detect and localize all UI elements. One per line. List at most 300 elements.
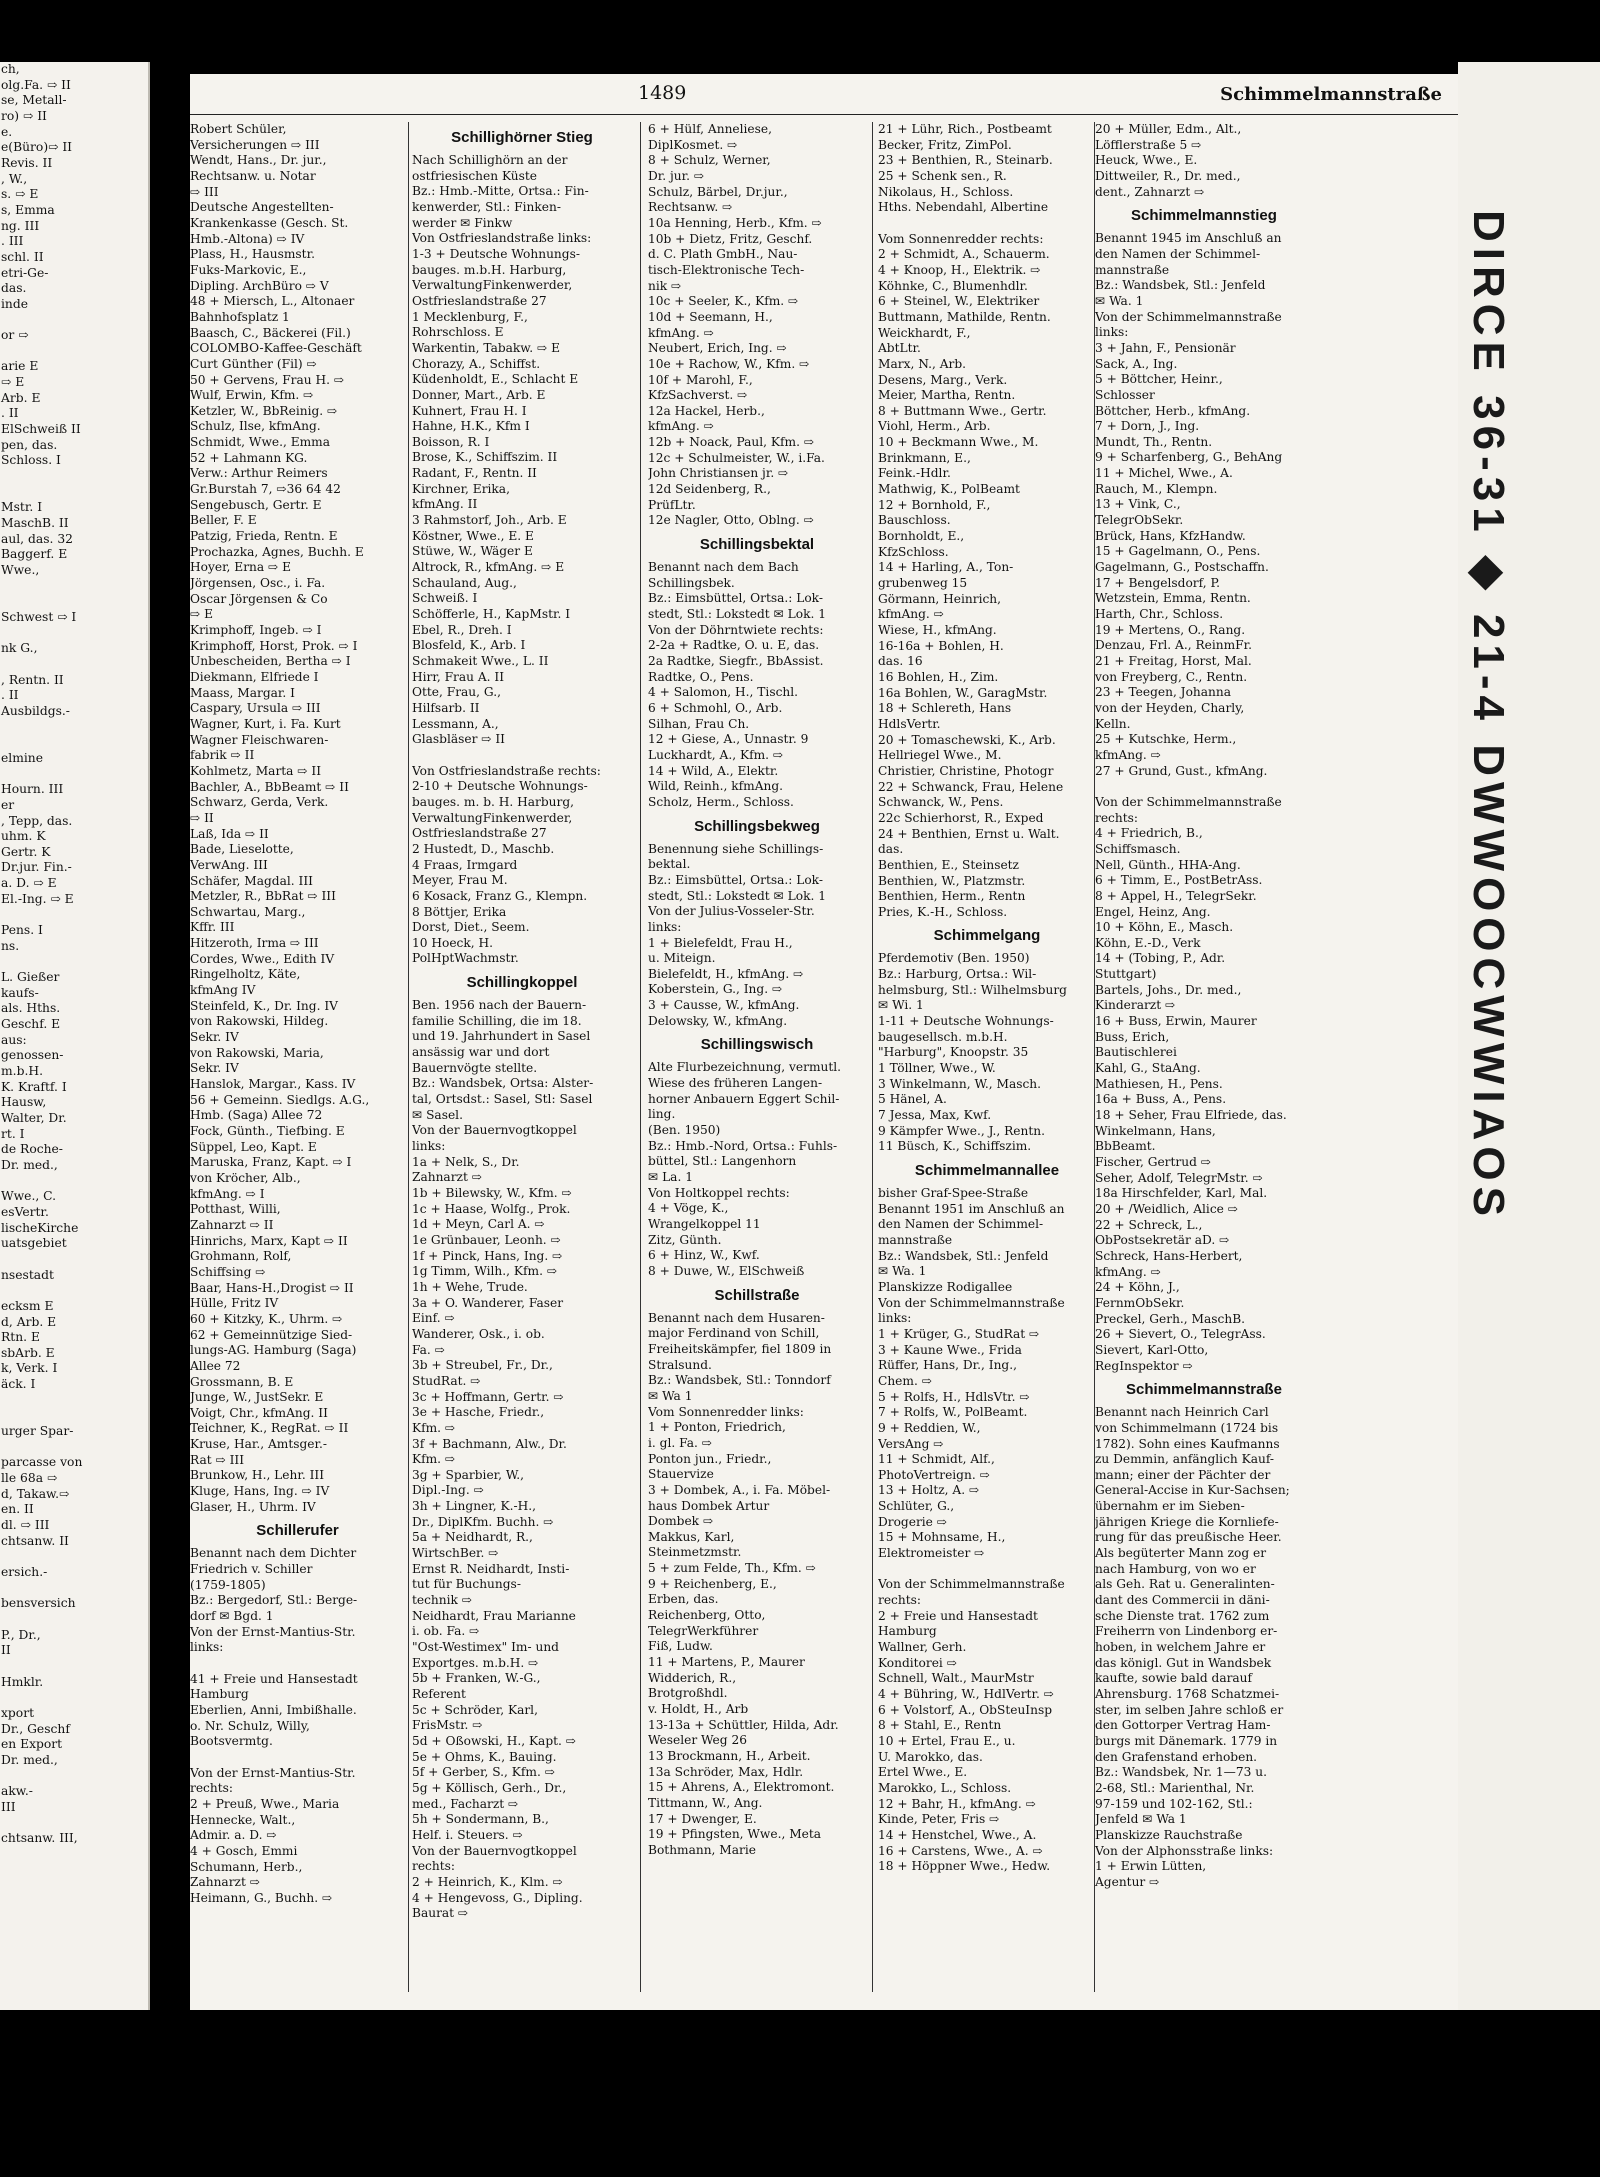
entry-line: als Geh. Rat u. Generalinten-	[1095, 1577, 1275, 1592]
street-heading: Schillighörner Stieg	[451, 129, 593, 146]
entry-line: Wiese des früheren Langen-	[648, 1076, 823, 1091]
strip-line: k, Verk. I	[1, 1361, 58, 1376]
entry-line: Meyer, Frau M.	[412, 873, 508, 888]
column-5	[1095, 122, 1313, 2002]
entry-line: Brotgroßhdl.	[648, 1686, 728, 1701]
entry-line: 23 + Teegen, Johanna	[1095, 685, 1231, 700]
entry-line: 22 + Schwanck, Frau, Helene	[878, 779, 1064, 794]
entry-line: kfmAng. ⇨	[1095, 747, 1161, 762]
entry-line: Sekr. IV	[190, 1030, 239, 1045]
street-heading: Schimmelgang	[933, 927, 1041, 945]
entry-line: jährigen Kriege die Kornliefe-	[1095, 1514, 1279, 1529]
entry-line: Dorst, Diet., Seem.	[412, 920, 530, 935]
entry-line: 13a Schröder, Max, Hdlr.	[648, 1764, 804, 1779]
entry-line: 5c + Schröder, Karl,	[412, 1702, 538, 1717]
entry-line: 3 + Jahn, F., Pensionär	[1095, 340, 1236, 355]
entry-line: Bz.: Wandsbek, Ortsa: Alster-	[412, 1076, 594, 1091]
strip-line: als. Hths.	[1, 1001, 61, 1016]
strip-line	[0, 626, 148, 642]
entry-line: Einf. ⇨	[412, 1311, 455, 1326]
entry-line: Altrock, R., kfmAng. ⇨ E	[412, 560, 565, 575]
entry-line: Kuhnert, Frau H. I	[412, 403, 527, 418]
entry-line: Von der Alphonsstraße links:	[1095, 1843, 1274, 1858]
entry-line: 11 Büsch, K., Schiffszim.	[878, 1139, 1032, 1154]
entry-line: Bauschloss.	[878, 513, 951, 528]
entry-line: 1f + Pinck, Hans, Ing. ⇨	[412, 1248, 563, 1263]
entry-line: Gagelmann, G., Postschaffn.	[1095, 560, 1269, 575]
strip-line: L. Gießer	[1, 970, 60, 985]
entry-line: Brunkow, H., Lehr. III	[190, 1468, 325, 1483]
entry-line: (Ben. 1950)	[648, 1123, 721, 1138]
entry-line: Kfm. ⇨	[412, 1452, 456, 1467]
entry-line: Sengebusch, Gertr. E	[190, 497, 322, 512]
entry-line: 3 Winkelmann, W., Masch.	[878, 1076, 1042, 1091]
entry-line: PolHptWachmstr.	[412, 951, 519, 966]
entry-line: lungs-AG. Hamburg (Saga)	[190, 1343, 357, 1358]
entry-line: 8 Böttjer, Erika	[412, 904, 507, 919]
entry-line: Rohrschloss. E	[412, 325, 504, 340]
entry-line: Schwarz, Gerda, Verk.	[190, 795, 329, 810]
entry-line: Stralsund.	[648, 1357, 712, 1372]
entry-line: Potthast, Willi,	[190, 1202, 281, 1217]
entry-line: 2 + Preuß, Wwe., Maria	[190, 1796, 340, 1811]
entry-line: Mathwig, K., PolBeamt	[878, 482, 1020, 497]
entry-line: kenwerder, Stl.: Finken-	[412, 199, 561, 214]
entry-line: 10c + Seeler, K., Kfm. ⇨	[648, 294, 799, 309]
entry-line: Bz.: Wandsbek, Stl.: Tonndorf	[648, 1373, 831, 1388]
entry-line: 2a Radtke, Siegfr., BbAssist.	[648, 654, 824, 668]
entry-line: ster, im selben Jahre schloß er	[1095, 1702, 1284, 1717]
strip-line: etri-Ge-	[1, 265, 49, 280]
entry-line: von Rakowski, Maria,	[190, 1045, 324, 1060]
strip-line: e.	[1, 124, 13, 139]
entry-line: den Namen der Schimmel-	[878, 1217, 1044, 1232]
entry-line: Benthien, W., Platzmstr.	[878, 873, 1026, 888]
entry-line: 26 + Sievert, O., TelegrAss.	[1095, 1327, 1266, 1342]
entry-line: TelegrObSekr.	[1095, 513, 1184, 528]
entry-line: hoben, in welchem Jahre er	[1095, 1640, 1266, 1655]
entry-line: 18a Hirschfelder, Karl, Mal.	[1095, 1186, 1268, 1201]
entry-line: Hellriegel Wwe., M.	[878, 748, 1002, 763]
entry-line: mannstraße	[1095, 262, 1170, 277]
entry-line: 5 + Rolfs, H., HdlsVtr. ⇨	[878, 1389, 1030, 1404]
strip-line: Schloss. I	[1, 453, 61, 468]
entry-line: 21 + Freitag, Horst, Mal.	[1095, 654, 1252, 668]
entry-line: 52 + Lahmann KG.	[190, 450, 308, 465]
entry-line: Teichner, K., RegRat. ⇨ II	[190, 1421, 349, 1436]
entry-line: 10e + Rachow, W., Kfm. ⇨	[648, 356, 810, 371]
entry-line: Curt Günther (Fil) ⇨	[190, 356, 317, 371]
entry-line: Hths. Nebendahl, Albertine	[878, 200, 1049, 215]
entry-line: Von der Bauernvogtkoppel	[412, 1843, 577, 1858]
entry-line: John Christiansen jr. ⇨	[648, 466, 789, 481]
entry-line: Benannt 1945 im Anschluß an	[1095, 231, 1282, 246]
margin-stamp-text: DIRCE 36-31 ◆ 21-4 DWWOOCWWIAOS	[1464, 210, 1513, 1222]
entry-line: Kohlmetz, Marta ⇨ II	[190, 763, 322, 778]
entry-line	[412, 748, 632, 764]
strip-line: bensversich	[1, 1596, 76, 1611]
entry-line: 2 + Heinrich, K., Klm. ⇨	[412, 1874, 563, 1889]
strip-line	[0, 1408, 148, 1424]
entry-line: 5 + Böttcher, Heinr.,	[1095, 372, 1223, 387]
entry-line: Junge, W., JustSekr. E	[190, 1390, 324, 1405]
entry-line: Neubert, Erich, Ing. ⇨	[648, 341, 787, 356]
entry-line: Allee 72	[190, 1358, 241, 1373]
strip-line: m.b.H.	[1, 1064, 43, 1078]
strip-line: chtsanw. II	[1, 1533, 69, 1548]
entry-line: 8 + Stahl, E., Rentn	[878, 1718, 1002, 1733]
entry-line: 5f + Gerber, S., Kfm. ⇨	[412, 1765, 555, 1780]
entry-line: i. ob. Fa. ⇨	[412, 1624, 480, 1639]
entry-line: General-Accise in Kur-Sachsen;	[1095, 1483, 1290, 1498]
entry-line: Wild, Reinh., kfmAng.	[648, 779, 784, 794]
entry-line: 17 + Dwenger, E.	[648, 1811, 757, 1826]
entry-line: 1 + Ponton, Friedrich,	[648, 1420, 786, 1435]
entry-line: ✉ Sasel.	[412, 1107, 463, 1122]
entry-line: Brück, Hans, KfzHandw.	[1095, 528, 1246, 543]
strip-line: II	[1, 1643, 11, 1658]
entry-line: burgs mit Dänemark. 1779 in	[1095, 1733, 1278, 1748]
entry-line: 4 Fraas, Irmgard	[412, 857, 518, 872]
entry-line: Drogerie ⇨	[878, 1514, 947, 1529]
entry-line: bisher Graf-Spee-Straße	[878, 1186, 1029, 1200]
entry-line: Hirr, Frau A. II	[412, 669, 505, 684]
strip-line: chtsanw. III,	[1, 1831, 78, 1846]
entry-line: 1d + Meyn, Carl A. ⇨	[412, 1217, 545, 1232]
entry-line: 6 + Timm, E., PostBetrAss.	[1095, 873, 1263, 888]
entry-line: nach Hamburg, von wo er	[1095, 1561, 1256, 1576]
entry-line: Glasbläser ⇨ II	[412, 732, 506, 747]
entry-line: Bade, Lieselotte,	[190, 842, 294, 857]
entry-line: 4 + Salomon, H., Tischl.	[648, 685, 799, 700]
entry-line: Bz.: Bergedorf, Stl.: Berge-	[190, 1593, 358, 1608]
entry-line: Zahnarzt ⇨	[190, 1875, 260, 1890]
entry-line: 2 Hustedt, D., Maschb.	[412, 841, 555, 856]
strip-line	[0, 485, 148, 501]
entry-line: "Ost-Westimex" Im- und	[412, 1640, 559, 1655]
entry-line: und 19. Jahrhundert in Sasel	[412, 1029, 591, 1044]
entry-line: Bartels, Johs., Dr. med.,	[1095, 982, 1242, 997]
strip-line: ElSchweiß II	[1, 422, 81, 437]
entry-line: Bz.: Hmb.-Nord, Ortsa.: Fuhls-	[648, 1138, 838, 1153]
entry-line: Otte, Frau, G.,	[412, 685, 501, 700]
entry-line: stedt, Stl.: Lokstedt ✉ Lok. 1	[648, 888, 826, 903]
entry-line: Wagner, Kurt, i. Fa. Kurt	[190, 716, 341, 731]
entry-line: 8 + Schulz, Werner,	[648, 153, 771, 168]
entry-line: Buss, Erich,	[1095, 1029, 1170, 1044]
entry-line: 60 + Kitzky, K., Uhrm. ⇨	[190, 1311, 343, 1326]
entry-line: Ostfrieslandstraße 27	[412, 826, 547, 841]
entry-line: Blosfeld, K., Arb. I	[412, 638, 526, 653]
entry-line: med., Facharzt ⇨	[412, 1796, 519, 1811]
strip-line: P., Dr.,	[1, 1627, 41, 1642]
entry-line: Bothmann, Marie	[648, 1842, 756, 1857]
entry-line: Dipl.-Ing. ⇨	[412, 1483, 484, 1498]
entry-line: 5 + zum Felde, Th., Kfm. ⇨	[648, 1561, 816, 1576]
entry-line: 12d Seidenberg, R.,	[648, 482, 771, 497]
directory-page	[190, 74, 1458, 2010]
entry-line: Heuck, Wwe., E.	[1095, 153, 1198, 168]
entry-line: von Freyberg, C., Rentn.	[1095, 669, 1248, 684]
strip-line: ns.	[1, 938, 20, 953]
entry-line: Hoyer, Erna ⇨ E	[190, 560, 291, 575]
entry-line: Von der Schimmelmannstraße	[1095, 309, 1282, 324]
entry-line: FrisMstr. ⇨	[412, 1718, 483, 1733]
entry-line: Schwartau, Marg.,	[190, 904, 306, 919]
entry-line: 6 + Schmohl, O., Arb.	[648, 700, 783, 715]
entry-line: Sievert, Karl-Otto,	[1095, 1342, 1209, 1357]
entry-line: 19 + Mertens, O., Rang.	[1095, 622, 1246, 637]
entry-line: Mathiesen, H., Pens.	[1095, 1076, 1223, 1091]
entry-line: den Gottorper Vertrag Ham-	[1095, 1718, 1271, 1733]
entry-line: Pries, K.-H., Schloss.	[878, 904, 1008, 919]
entry-line: Schiffsmasch.	[1095, 841, 1181, 856]
entry-line: kfmAng. ⇨	[648, 325, 714, 340]
entry-line: von Schimmelmann (1724 bis	[1095, 1420, 1279, 1435]
entry-line: 18 + Höppner Wwe., Hedw.	[878, 1859, 1051, 1874]
entry-line: Baar, Hans-H.,Drogist ⇨ II	[190, 1280, 354, 1295]
strip-line	[0, 1690, 148, 1706]
strip-line: Schwest ⇨ I	[1, 609, 77, 624]
entry-line: Bz.: Wandsbek, Stl.: Jenfeld	[1095, 278, 1266, 293]
entry-line: Von der Schimmelmannstraße	[878, 1295, 1065, 1310]
strip-line: inde	[1, 296, 29, 311]
entry-line: von der Heyden, Charly,	[1095, 700, 1245, 715]
strip-line: Geschf. E	[1, 1017, 61, 1032]
entry-line: Lessmann, A.,	[412, 716, 499, 731]
entry-line: 2-2a + Radtke, O. u. E, das.	[648, 638, 820, 653]
strip-line	[0, 907, 148, 923]
strip-line: Hmklr.	[1, 1674, 44, 1689]
entry-line: WirtschBer. ⇨	[412, 1546, 499, 1561]
entry-line: Preckel, Gerh., MaschB.	[1095, 1311, 1246, 1326]
entry-line: Scholz, Herm., Schloss.	[648, 794, 794, 809]
entry-line: Köstner, Wwe., E. E	[412, 528, 534, 543]
entry-line: Bz.: Eimsbüttel, Ortsa.: Lok-	[648, 591, 823, 606]
strip-line	[0, 1816, 148, 1832]
strip-line: K. Kraftf. I	[1, 1079, 67, 1094]
entry-line: 4 + Bühring, W., HdlVertr. ⇨	[878, 1687, 1054, 1701]
entry-line: 13 + Holtz, A. ⇨	[878, 1483, 980, 1498]
entry-line: 2 + Schmidt, A., Schauerm.	[878, 247, 1050, 262]
strip-line: e(Büro)⇨ II	[1, 140, 73, 155]
strip-line: nk G.,	[1, 641, 38, 656]
entry-line: Steinfeld, K., Dr. Ing. IV	[190, 998, 338, 1013]
entry-line: 12 + Bahr, H., kfmAng. ⇨	[878, 1796, 1036, 1811]
entry-line: Friedrich v. Schiller	[190, 1562, 313, 1577]
entry-line: Wulf, Erwin, Kfm. ⇨	[190, 388, 314, 403]
facing-page-strip	[0, 62, 150, 2010]
entry-line: Chorazy, A., Schiffst.	[412, 356, 541, 371]
strip-line: d, Arb. E	[1, 1314, 57, 1329]
entry-line: Rüffer, Hans, Dr., Ing.,	[878, 1358, 1017, 1373]
strip-line: nsestadt	[1, 1267, 54, 1282]
entry-line: Hinrichs, Marx, Kapt ⇨ II	[190, 1233, 348, 1248]
entry-line: HdlsVertr.	[878, 716, 941, 731]
street-heading: Schillingsbekweg	[694, 817, 820, 835]
entry-line: rechts:	[412, 1859, 455, 1874]
entry-line: 3g + Sparbier, W.,	[412, 1467, 525, 1482]
column-divider	[408, 122, 409, 1992]
entry-line: 27 + Grund, Gust., kfmAng.	[1095, 763, 1268, 778]
entry-line: 6 Kosack, Franz G., Klempn.	[412, 888, 588, 903]
entry-line: 18 + Schlereth, Hans	[878, 701, 1012, 716]
entry-line: 3a + O. Wanderer, Faser	[412, 1295, 564, 1310]
entry-line: kaufte, sowie bald darauf	[1095, 1671, 1253, 1686]
entry-line: 5d + Oßowski, H., Kapt. ⇨	[412, 1733, 576, 1748]
entry-line: 4 + Friedrich, B.,	[1095, 826, 1203, 841]
entry-line: Referent	[412, 1687, 466, 1701]
entry-line: den Namen der Schimmel-	[1095, 246, 1261, 261]
entry-line: Weickhardt, F.,	[878, 325, 971, 340]
entry-line: Bootsvermtg.	[190, 1734, 273, 1749]
strip-line: kaufs-	[1, 985, 39, 1000]
strip-line	[0, 954, 148, 970]
strip-line: , W.,	[1, 171, 28, 186]
strip-line: schl. II	[1, 249, 44, 264]
strip-line: . II	[1, 688, 19, 703]
strip-line: ersich.-	[1, 1565, 48, 1579]
entry-line: Rechtsanw. u. Notar	[190, 168, 316, 183]
entry-line: Kruse, Har., Amtsger.-	[190, 1437, 327, 1452]
strip-line: urger Spar-	[1, 1424, 74, 1439]
entry-line: kfmAng. ⇨	[1095, 1264, 1161, 1279]
entry-line: 3 + Causse, W., kfmAng.	[648, 998, 800, 1013]
entry-line: Benthien, E., Steinsetz	[878, 857, 1019, 872]
entry-line: Brose, K., Schiffszim. II	[412, 450, 558, 465]
page-header	[190, 74, 1458, 115]
entry-line: VerwaltungFinkenwerder,	[412, 810, 573, 825]
entry-line: Bahnhofsplatz 1	[190, 309, 290, 324]
entry-line: dent., Zahnarzt ⇨	[1095, 184, 1205, 199]
entry-line: ✉ Wa 1	[648, 1388, 693, 1403]
entry-line: ObPostsekretär aD. ⇨	[1095, 1233, 1230, 1248]
entry-line: Kelln.	[1095, 716, 1131, 731]
entry-line: Dipling. ArchBüro ⇨ V	[190, 278, 329, 293]
strip-line: Rtn. E	[1, 1330, 40, 1345]
entry-line: 5g + Köllisch, Gerh., Dr.,	[412, 1780, 567, 1795]
column-3	[648, 122, 866, 2002]
entry-line: 8 + Duwe, W., ElSchweiß	[648, 1263, 805, 1278]
entry-line: links:	[190, 1640, 224, 1655]
entry-line: 16a + Buss, A., Pens.	[1095, 1092, 1227, 1107]
entry-line: 50 + Gervens, Frau H. ⇨	[190, 372, 345, 387]
entry-line: major Ferdinand von Schill,	[648, 1326, 820, 1341]
strip-line: ecksm E	[1, 1298, 54, 1313]
entry-line: 5b + Franken, W.-G.,	[412, 1671, 541, 1686]
entry-line: Sekr. IV	[190, 1061, 239, 1076]
entry-line: 5e + Ohms, K., Bauing.	[412, 1749, 557, 1764]
entry-line: Planskizze Rodigallee	[878, 1279, 1013, 1294]
entry-line: 6 + Hülf, Anneliese,	[648, 122, 772, 136]
entry-line: Hilfsarb. II	[412, 700, 480, 715]
entry-line: Patzig, Frieda, Rentn. E	[190, 529, 338, 544]
entry-line: Maass, Margar. I	[190, 685, 295, 700]
entry-line: links:	[878, 1311, 912, 1326]
entry-line: 13 Brockmann, H., Arbeit.	[648, 1749, 811, 1763]
street-heading: Schillingkoppel	[466, 974, 578, 992]
entry-line: Ebel, R., Dreh. I	[412, 622, 512, 637]
strip-line	[0, 720, 148, 736]
entry-line: 3f + Bachmann, Alw., Dr.	[412, 1436, 567, 1451]
entry-line: BbBeamt.	[1095, 1139, 1156, 1154]
column-divider	[640, 122, 641, 1992]
strip-line: arie E	[1, 359, 39, 374]
entry-line: Stuttgart)	[1095, 967, 1157, 982]
entry-line: 10 + Köhn, E., Masch.	[1095, 920, 1234, 935]
running-head-street: Schimmelmannstraße	[1220, 84, 1442, 105]
entry-line: Admir. a. D. ⇨	[190, 1828, 277, 1843]
entry-line: 16-16a + Bohlen, H.	[878, 638, 1004, 653]
entry-line: Kinde, Peter, Fris ⇨	[878, 1812, 1000, 1827]
strip-line: ⇨ E	[1, 375, 25, 390]
strip-line: . III	[1, 234, 24, 249]
strip-line	[0, 1659, 148, 1675]
entry-line: kfmAng. ⇨ I	[190, 1186, 265, 1201]
entry-line: Deutsche Angestellten-	[190, 200, 334, 215]
entry-line: Dr. jur. ⇨	[648, 168, 705, 183]
entry-line: werder ✉ Finkw	[412, 215, 513, 230]
strip-line	[0, 1581, 148, 1597]
entry-line: Fiß, Ludw.	[648, 1639, 713, 1654]
entry-line: kfmAng. ⇨	[648, 419, 714, 434]
entry-line: bauges. m. b. H. Harburg,	[412, 794, 575, 809]
entry-line: Harth, Chr., Schloss.	[1095, 607, 1224, 622]
entry-line: Köhn, E.-D., Verk	[1095, 935, 1201, 950]
entry-line: 5a + Neidhardt, R.,	[412, 1530, 533, 1545]
entry-line: Freiheitskämpfer, fiel 1809 in	[648, 1341, 832, 1356]
entry-line: Von Ostfrieslandstraße links:	[412, 231, 592, 246]
entry-line: links:	[1095, 325, 1129, 340]
strip-line: aul, das. 32	[1, 531, 73, 546]
entry-line: Neidhardt, Frau Marianne	[412, 1608, 576, 1623]
street-heading: Schimmelmannallee	[914, 1162, 1060, 1179]
entry-line: Baasch, C., Bäckerei (Fil.)	[190, 325, 351, 340]
entry-line: Rechtsanw. ⇨	[648, 200, 733, 215]
strip-line: Dr., Geschf	[1, 1721, 70, 1736]
entry-line: büttel, Stl.: Langenhorn	[648, 1154, 797, 1169]
entry-line: 10 Hoeck, H.	[412, 935, 494, 950]
entry-line: rung für das preußische Heer.	[1095, 1530, 1282, 1545]
entry-line: tisch-Elektronische Tech-	[648, 262, 805, 277]
entry-line: Benennung siehe Schillings-	[648, 841, 824, 856]
entry-line: Radtke, O., Pens.	[648, 669, 754, 684]
strip-line: Ausbildgs.-	[1, 703, 70, 718]
entry-line: 3b + Streubel, Fr., Dr.,	[412, 1358, 553, 1373]
strip-line: de Roche-	[1, 1142, 63, 1157]
entry-line: Hmb.-Altona) ⇨ IV	[190, 231, 305, 246]
entry-line: das königl. Gut in Wandsbek	[1095, 1655, 1272, 1670]
entry-line	[878, 1562, 1096, 1578]
entry-line: Wanderer, Osk., i. ob.	[412, 1326, 545, 1341]
entry-line: Robert Schüler,	[190, 122, 287, 136]
entry-line: Benannt 1951 im Anschluß an	[878, 1201, 1065, 1216]
entry-line: Eberlien, Anni, Imbißhalle.	[190, 1702, 357, 1717]
entry-line: mannstraße	[878, 1232, 953, 1247]
entry-line: 9 + Scharfenberg, G., BehAng	[1095, 450, 1283, 465]
entry-line: Zitz, Günth.	[648, 1232, 722, 1247]
strip-line	[0, 1174, 148, 1190]
entry-line: Versicherungen ⇨ III	[190, 137, 320, 152]
entry-line: 56 + Gemeinn. Siedlgs. A.G.,	[190, 1092, 370, 1107]
entry-line	[190, 1656, 405, 1672]
entry-line: Beller, F. E	[190, 513, 257, 528]
strip-line: akw.-	[1, 1784, 33, 1799]
column-divider	[872, 122, 873, 1992]
strip-line: Dr.jur. Fin.-	[1, 860, 72, 875]
entry-line: Meier, Martha, Rentn.	[878, 388, 1016, 403]
entry-line: RegInspektor ⇨	[1095, 1358, 1193, 1373]
